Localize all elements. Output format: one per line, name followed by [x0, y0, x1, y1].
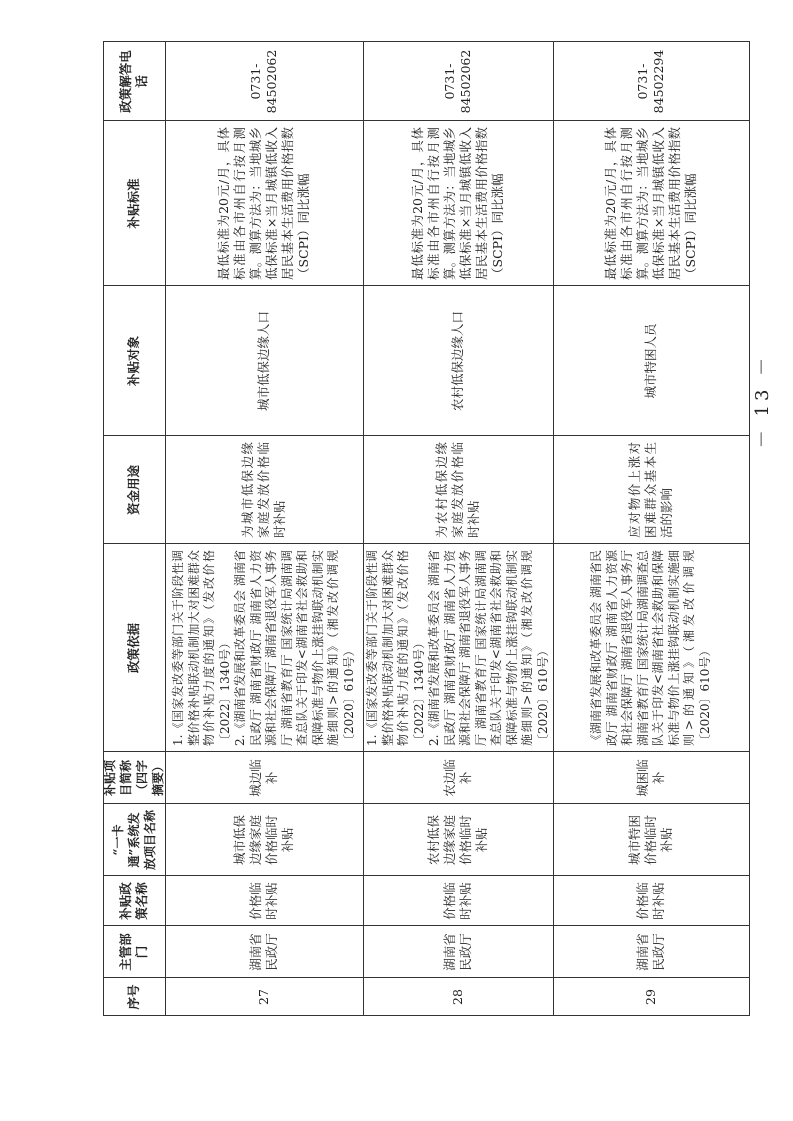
row-short-name: 城边临补 [248, 759, 279, 797]
header-phone: 政策解答电话 [118, 50, 149, 113]
basis-item: 2.《湖南省发展和改革委员会 湖南省民政厅 湖南省财政厅 湖南省人力资源和社会保障厅 湖南省退役军人事务厅 湖南省教育厅 国家统计局湖南调查总队关于印发<湖南省社会救助和保障标准与物价上涨挂钩联动机制实施细则>的通知》（湘发改价调规〔2020〕610号） [427, 550, 550, 746]
header-policy-name: 补贴政策名称 [118, 882, 149, 920]
header-short-name: 补贴项目简称（四字摘要） [103, 760, 165, 797]
row-standard: 最低标准为20元/月，具体标准由各市州自行按月测算。测算方法为：当地城乡低保标准×当月城镇低收入居民基本生活费用价格指数（SCPI）同比涨幅 [603, 127, 698, 280]
row-usage: 为农村低保边缘家庭发放价格临时补贴 [434, 442, 481, 538]
row-system-name: 农村低保边缘家庭价格临时补贴 [426, 815, 489, 866]
basis-item: 1.《国家发改委等部门关于阶段性调整价格补贴联动机制加大对困难群众物价补贴力度的通知》（发改价格〔2022〕1340号） [171, 550, 232, 746]
policy-table [103, 41, 750, 1016]
row-index: 27 [256, 989, 271, 1005]
row-short-name: 城困临补 [635, 759, 666, 797]
row-dept: 湖南省民政厅 [635, 933, 666, 971]
row-standard: 最低标准为20元/月，具体标准由各市州自行按月测算。测算方法为：当地城乡低保标准×当月城镇低收入居民基本生活费用价格指数（SCPI）同比涨幅 [216, 127, 311, 280]
header-system-name: “一卡通”系统发放项目名称 [111, 809, 157, 870]
row-basis [165, 544, 363, 752]
basis-item: 《湖南省发展和改革委员会 湖南省民政厅 湖南省财政厅 湖南省人力资源和社会保障厅 湖南省退役军人事务厅 湖南省教育厅 国家统计局湖南调查总队关于印发<湖南省社会救助和保障标准与物价上涨挂钩联动机制实施细则>的通知》（湘发改价调规〔2020〕610号） [589, 550, 712, 746]
basis-item: 1.《国家发改委等部门关于阶段性调整价格补贴联动机制加大对困难群众物价补贴力度的通知》（发改价格〔2022〕1340号） [365, 550, 426, 746]
row-target: 农村低保边缘人口 [450, 311, 465, 412]
row-index: 29 [643, 989, 658, 1005]
row-policy-name: 价格临时补贴 [248, 882, 279, 920]
row-basis [363, 544, 553, 752]
row-index: 28 [450, 989, 465, 1005]
row-policy-name: 价格临时补贴 [442, 882, 473, 920]
row-target: 城市低保边缘人口 [256, 311, 271, 412]
header-usage: 资金用途 [126, 465, 141, 516]
header-standard: 补贴标准 [126, 178, 141, 229]
row-dept: 湖南省民政厅 [248, 933, 279, 971]
row-phone: 0731-84502294 [635, 49, 666, 114]
page-number: － 13 － [752, 353, 773, 449]
table-border-bottom [749, 41, 750, 1016]
row-usage: 为城市低保边缘家庭发放价格临时补贴 [240, 442, 287, 538]
row-usage: 应对物价上涨对困难群众基本生活的影响 [627, 442, 674, 538]
row-phone: 0731-84502062 [248, 49, 279, 114]
header-basis: 政策依据 [126, 623, 141, 674]
row-policy-name: 价格临时补贴 [635, 882, 666, 920]
row-system-name: 城市特困价格临时补贴 [627, 815, 674, 866]
row-target: 城市特困人员 [643, 323, 658, 399]
row-dept: 湖南省民政厅 [442, 933, 473, 971]
header-index: 序号 [126, 984, 141, 1010]
row-basis [553, 544, 749, 752]
row-system-name: 城市低保边缘家庭价格临时补贴 [232, 815, 295, 866]
header-dept: 主管部门 [118, 933, 149, 971]
header-target: 补贴对象 [126, 336, 141, 387]
row-standard: 最低标准为20元/月，具体标准由各市州自行按月测算。测算方法为：当地城乡低保标准×当月城镇低收入居民基本生活费用价格指数（SCPI）同比涨幅 [410, 127, 505, 280]
basis-item: 2.《湖南省发展和改革委员会 湖南省民政厅 湖南省财政厅 湖南省人力资源和社会保障厅 湖南省退役军人事务厅 湖南省教育厅 国家统计局湖南调查总队关于印发<湖南省社会救助和保障标准与物价上涨挂钩联动机制实施细则>的通知》（湘发改价调规〔2020〕610号） [233, 550, 356, 746]
row-short-name: 农边临补 [442, 759, 473, 797]
row-phone: 0731-84502062 [442, 49, 473, 114]
